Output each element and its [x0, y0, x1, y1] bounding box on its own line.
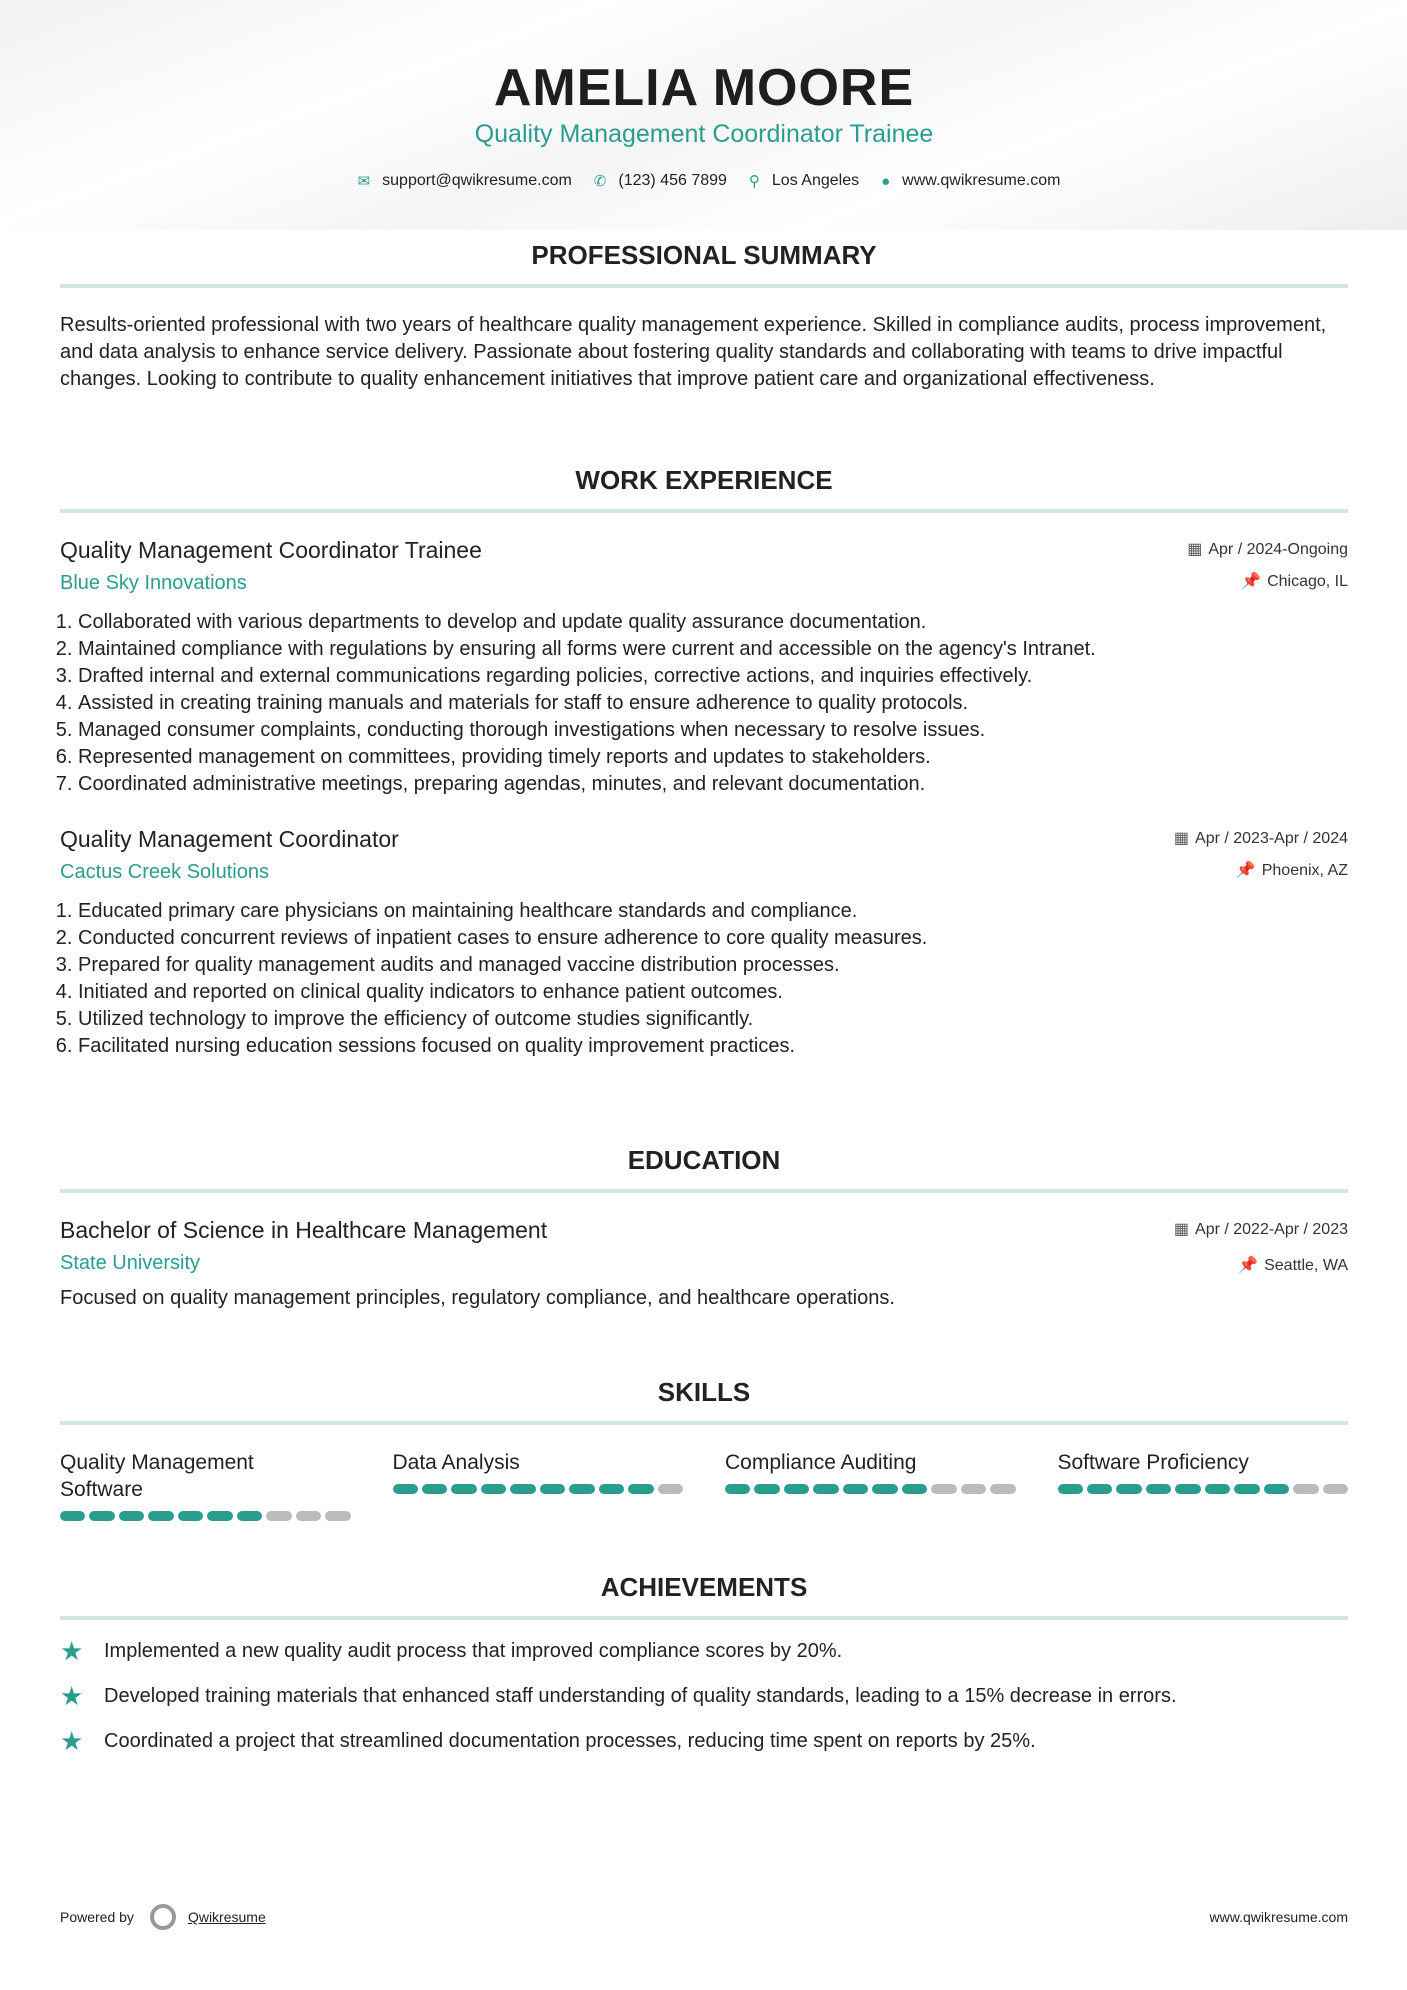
skill-level-segment — [843, 1484, 868, 1494]
skill-level-bar — [60, 1511, 351, 1521]
skill-level-bar — [1058, 1484, 1349, 1494]
skill-level-segment — [1293, 1484, 1318, 1494]
skill-level-segment — [178, 1511, 203, 1521]
section-heading: EDUCATION — [627, 1145, 781, 1175]
achievement-text: Developed training materials that enhanced staff understanding of quality standards, leading to a 15% decrease in errors. — [104, 1684, 1177, 1707]
skill-level-segment — [931, 1484, 956, 1494]
skill-name: Data Analysis — [392, 1451, 520, 1474]
skill-level-segment — [393, 1484, 418, 1494]
duty-item: 1. Educated primary care physicians on maintaining healthcare standards and compliance. — [78, 898, 1348, 925]
location — [1241, 571, 1348, 591]
skill-level-segment — [784, 1484, 809, 1494]
skill-level-segment — [325, 1511, 350, 1521]
divider — [60, 1616, 1348, 1620]
skill-level-segment — [658, 1484, 683, 1494]
skill-level-segment — [872, 1484, 897, 1494]
divider — [60, 509, 1348, 513]
phone-icon: ✆ — [593, 173, 607, 190]
skill-level-segment — [266, 1511, 291, 1521]
skill-name: Compliance Auditing — [725, 1451, 917, 1474]
skill-level-segment — [207, 1511, 232, 1521]
skill-level-segment — [569, 1484, 594, 1494]
contact-bar — [60, 172, 1348, 190]
achievement-item — [60, 1682, 1348, 1710]
calendar-icon: ▦ — [1173, 1221, 1190, 1238]
skill-level-segment — [1058, 1484, 1083, 1494]
job-title: Quality Management Coordinator Trainee — [60, 537, 482, 563]
skill-level-segment — [1175, 1484, 1200, 1494]
duties-list — [60, 609, 1348, 798]
date-text: Apr / 2024-Ongoing — [1208, 541, 1348, 558]
achievement-text: Coordinated a project that streamlined documentation processes, reducing time spent on reports by 25%. — [104, 1729, 1036, 1752]
summary-text: Results-oriented professional with two years of healthcare quality management experience. Skilled in compliance audits, process improvement, and data analysis to enhance service delivery. Passionate about fostering quality standards and collaborating with teams to drive impactful changes. Looking to contribute to quality enhancement initiatives that improve patient care and organizational effectiveness. — [60, 314, 1327, 390]
skill-item — [1058, 1449, 1349, 1521]
skills-section — [60, 1377, 1348, 1521]
location — [1236, 860, 1348, 880]
section-heading: WORK EXPERIENCE — [575, 465, 833, 495]
skill-level-segment — [451, 1484, 476, 1494]
date — [1187, 539, 1348, 559]
job-entry — [60, 537, 1348, 798]
duty-item: 7. Coordinated administrative meetings, preparing agendas, minutes, and relevant documentation. — [78, 771, 1348, 798]
skill-item — [725, 1449, 1016, 1521]
section-heading: ACHIEVEMENTS — [600, 1572, 808, 1602]
star-icon: ★ — [60, 1680, 84, 1711]
skill-level-segment — [510, 1484, 535, 1494]
skill-level-bar — [393, 1484, 684, 1494]
candidate-name: AMELIA MOORE — [493, 59, 915, 117]
skill-level-segment — [902, 1484, 927, 1494]
skill-level-segment — [237, 1511, 262, 1521]
achievements-section — [60, 1572, 1348, 1755]
footer — [60, 1904, 1348, 1930]
location: Los Angeles — [771, 172, 860, 189]
date-text: Apr / 2023-Apr / 2024 — [1195, 830, 1348, 847]
phone: (123) 456 7899 — [618, 172, 727, 189]
school: State University — [60, 1252, 201, 1274]
skill-level-segment — [119, 1511, 144, 1521]
education-entry — [60, 1217, 1348, 1312]
skill-item — [60, 1449, 351, 1521]
skill-level-segment — [1264, 1484, 1289, 1494]
skill-level-segment — [296, 1511, 321, 1521]
duty-item: 5. Managed consumer complaints, conducting thorough investigations when necessary to resolve issues. — [78, 717, 1348, 744]
date — [1174, 1219, 1348, 1239]
date — [1174, 828, 1348, 848]
duty-item: 4. Initiated and reported on clinical quality indicators to enhance patient outcomes. — [78, 979, 1348, 1006]
duty-item: 6. Represented management on committees, providing timely reports and updates to stakeholders. — [78, 744, 1348, 771]
powered-by: Powered by — [60, 1909, 134, 1925]
skill-item — [393, 1449, 684, 1521]
education-text: Focused on quality management principles, regulatory compliance, and healthcare operations. — [60, 1287, 895, 1309]
skill-level-segment — [89, 1511, 114, 1521]
company: Blue Sky Innovations — [60, 572, 247, 594]
duty-item: 2. Maintained compliance with regulations by ensuring all forms were current and accessible on the agency's Intranet. — [78, 636, 1348, 663]
achievement-item — [60, 1727, 1348, 1755]
location-text: Chicago, IL — [1267, 573, 1348, 590]
skill-level-segment — [754, 1484, 779, 1494]
skill-level-segment — [628, 1484, 653, 1494]
star-icon: ★ — [60, 1725, 84, 1756]
skill-level-segment — [725, 1484, 750, 1494]
brand-link[interactable]: Qwikresume — [187, 1909, 266, 1925]
candidate-title: Quality Management Coordinator Trainee — [474, 120, 934, 148]
duty-item: 1. Collaborated with various departments to develop and update quality assurance documentation. — [78, 609, 1348, 636]
footer-site[interactable]: www.qwikresume.com — [1209, 1909, 1348, 1925]
skill-level-segment — [1087, 1484, 1112, 1494]
skill-name: Quality Management Software — [60, 1451, 254, 1501]
location-text: Seattle, WA — [1264, 1257, 1348, 1274]
calendar-icon: ▦ — [1173, 830, 1190, 847]
skill-level-segment — [148, 1511, 173, 1521]
divider — [60, 284, 1348, 288]
duty-item: 5. Utilized technology to improve the efficiency of outcome studies significantly. — [78, 1006, 1348, 1033]
pin-icon: 📌 — [1241, 573, 1262, 590]
summary-section — [60, 240, 1348, 393]
skill-level-bar — [725, 1484, 1016, 1494]
duty-item: 6. Facilitated nursing education sessions focused on quality improvement practices. — [78, 1033, 1348, 1060]
skill-level-segment — [1205, 1484, 1230, 1494]
skill-level-segment — [1116, 1484, 1141, 1494]
website[interactable]: www.qwikresume.com — [902, 172, 1061, 189]
pin-icon: 📌 — [1238, 1257, 1259, 1274]
skill-level-segment — [599, 1484, 624, 1494]
email[interactable]: support@qwikresume.com — [382, 172, 572, 189]
skill-level-segment — [540, 1484, 565, 1494]
duty-item: 3. Prepared for quality management audits and managed vaccine distribution processes. — [78, 952, 1348, 979]
achievement-item — [60, 1637, 1348, 1665]
location — [1238, 1255, 1348, 1275]
calendar-icon: ▦ — [1187, 541, 1203, 558]
email-icon: ✉ — [357, 173, 371, 190]
skill-level-segment — [990, 1484, 1015, 1494]
qwikresume-logo-icon — [150, 1904, 176, 1930]
globe-icon: ● — [881, 172, 891, 190]
education-section — [60, 1145, 1348, 1312]
skill-level-segment — [813, 1484, 838, 1494]
date-text: Apr / 2022-Apr / 2023 — [1195, 1221, 1348, 1238]
skill-level-segment — [60, 1511, 85, 1521]
skill-level-segment — [961, 1484, 986, 1494]
skill-level-segment — [481, 1484, 506, 1494]
section-heading: PROFESSIONAL SUMMARY — [531, 240, 877, 270]
location-text: Phoenix, AZ — [1261, 862, 1348, 879]
duties-list — [60, 898, 1348, 1060]
divider — [60, 1189, 1348, 1193]
skill-level-segment — [1146, 1484, 1171, 1494]
divider — [60, 1421, 1348, 1425]
skill-level-segment — [1323, 1484, 1348, 1494]
duty-item: 3. Drafted internal and external communications regarding policies, corrective actions, and inquiries effectively. — [78, 663, 1348, 690]
job-title: Quality Management Coordinator — [60, 826, 399, 852]
duty-item: 2. Conducted concurrent reviews of inpatient cases to ensure adherence to core quality measures. — [78, 925, 1348, 952]
skill-level-segment — [422, 1484, 447, 1494]
skill-name: Software Proficiency — [1057, 1451, 1249, 1474]
skill-level-segment — [1234, 1484, 1259, 1494]
section-heading: SKILLS — [657, 1377, 751, 1407]
achievement-text: Implemented a new quality audit process that improved compliance scores by 20%. — [104, 1639, 843, 1662]
job-entry — [60, 826, 1348, 1060]
duty-item: 4. Assisted in creating training manuals and materials for staff to ensure adherence to quality protocols. — [78, 690, 1348, 717]
company: Cactus Creek Solutions — [60, 861, 269, 883]
location-pin-icon: ⚲ — [748, 173, 760, 190]
experience-section — [60, 465, 1348, 1060]
star-icon: ★ — [60, 1635, 84, 1666]
pin-icon: 📌 — [1235, 862, 1256, 879]
degree: Bachelor of Science in Healthcare Management — [60, 1217, 548, 1243]
